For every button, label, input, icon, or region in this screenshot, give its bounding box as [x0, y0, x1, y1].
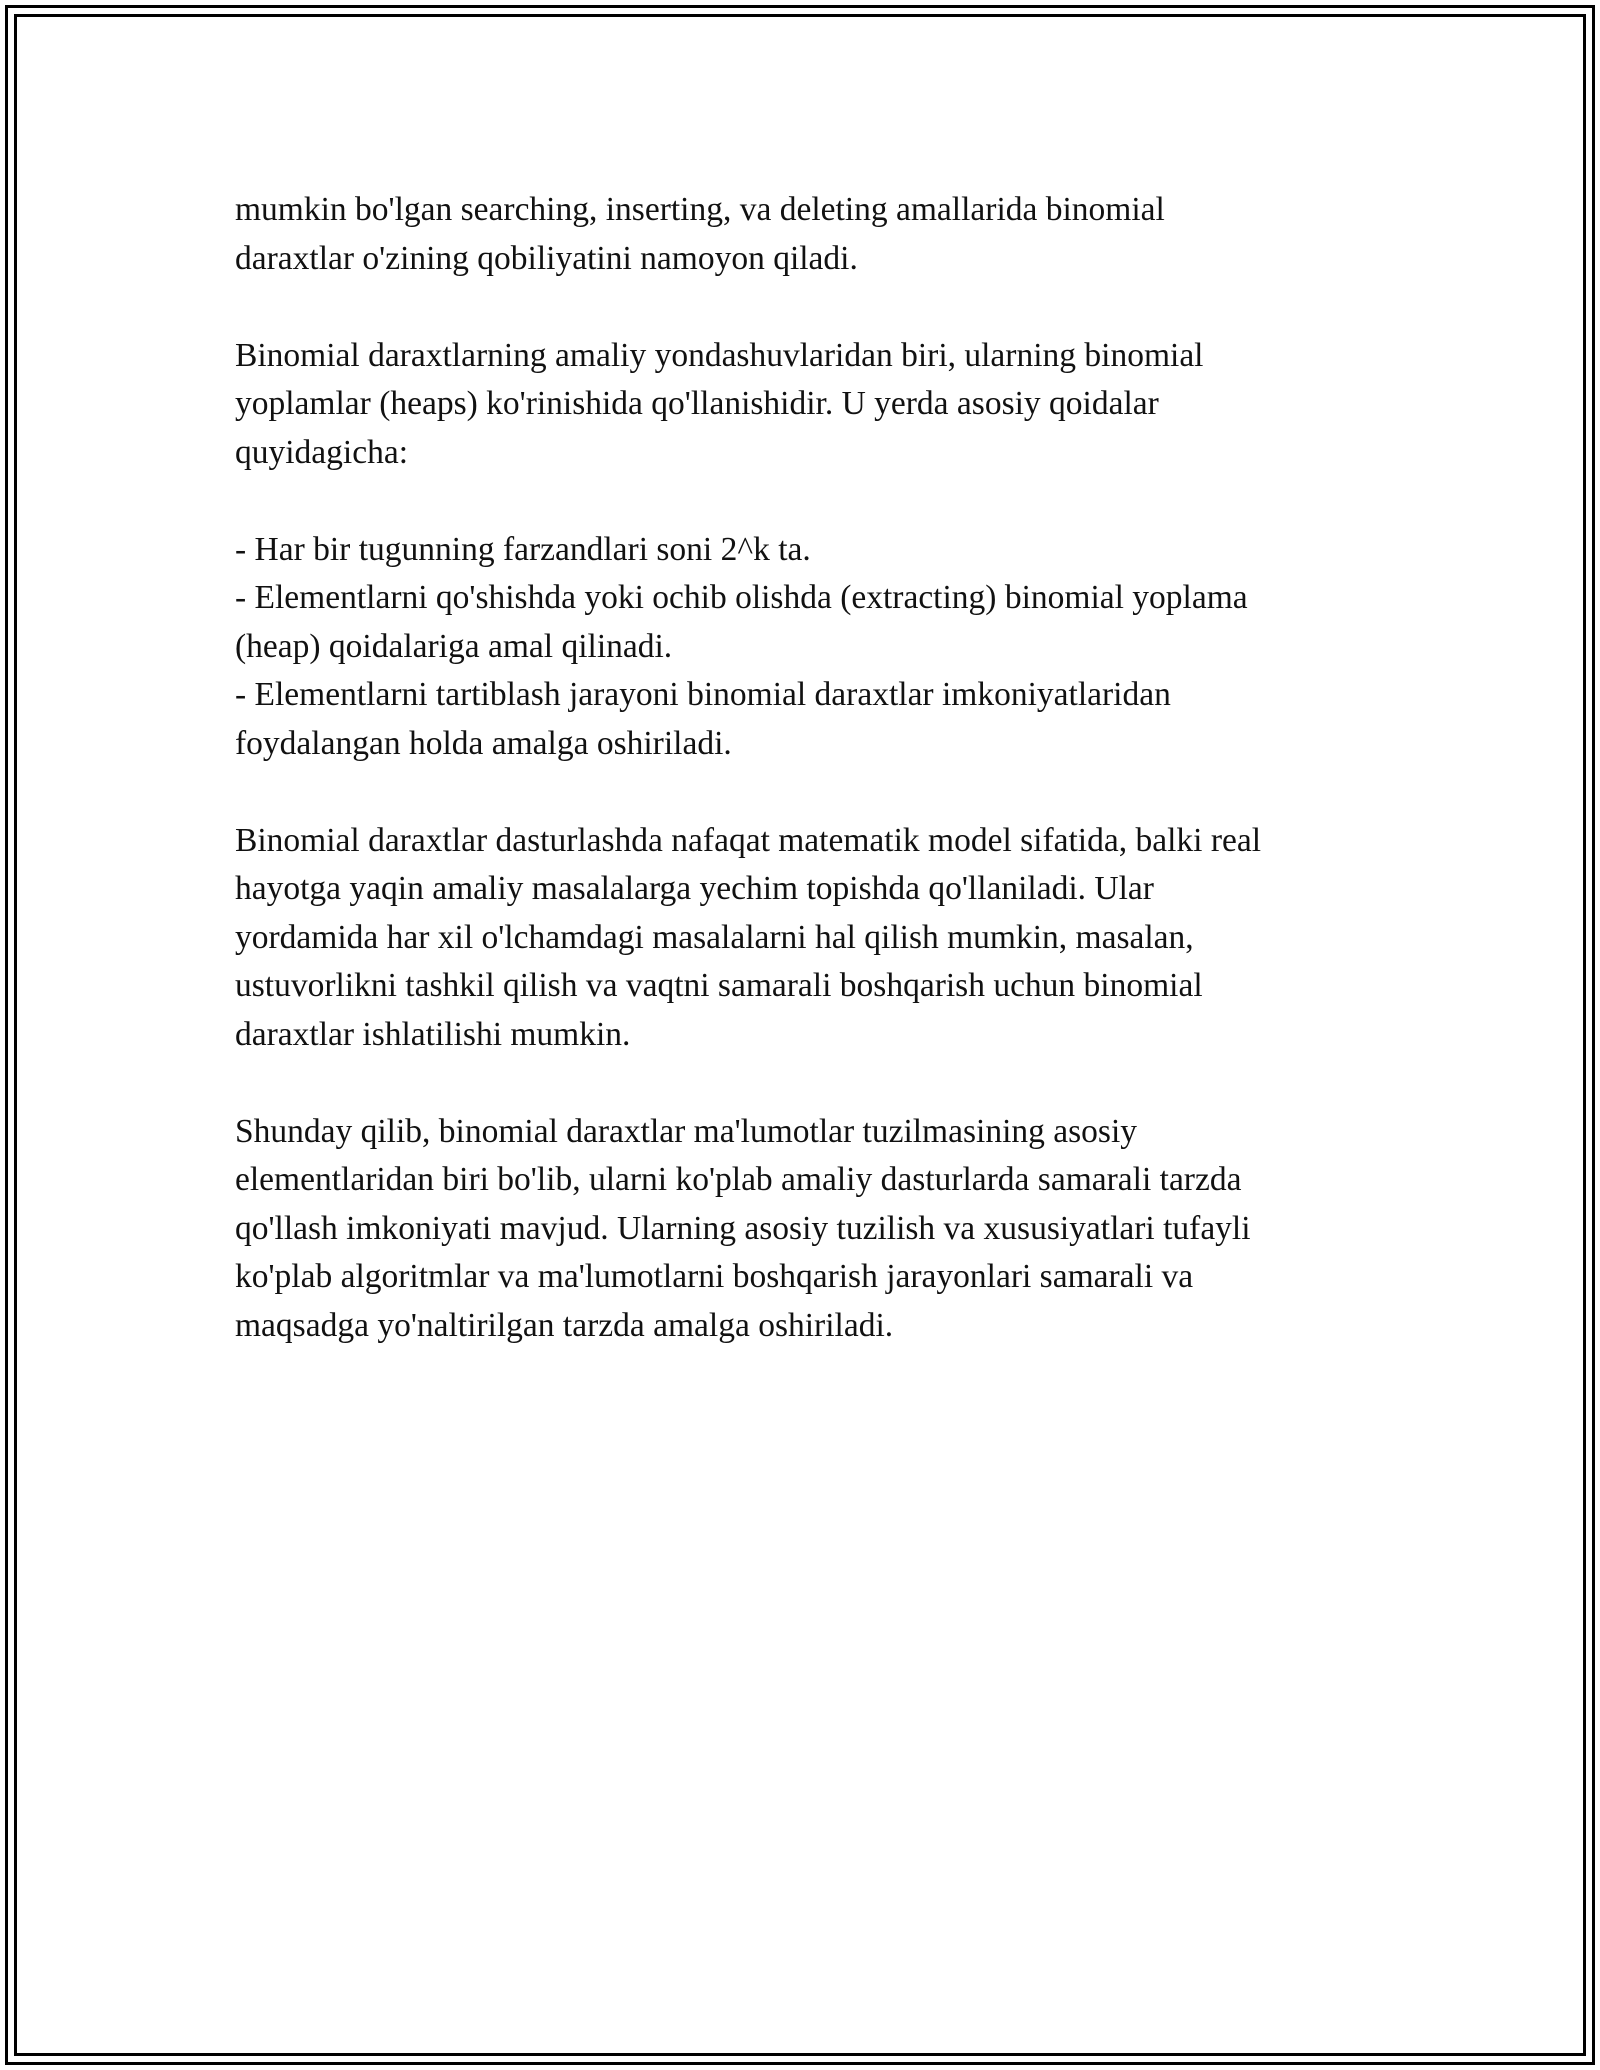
list-item-line: - Har bir tugunning farzandlari soni 2^k ta.	[235, 530, 811, 568]
paragraph-5	[235, 1108, 1365, 1351]
text-line: elementlaridan biri bo'lib, ularni ko'plab amaliy dasturlarda samarali tarzda	[235, 1161, 1242, 1198]
text-line: maqsadga yo'naltirilgan tarzda amalga oshiriladi.	[235, 1306, 894, 1344]
text-line: Binomial daraxtlar dasturlashda nafaqat matematik model sifatida, balki real	[235, 821, 1262, 859]
text-line: ustuvorlikni tashkil qilish va vaqtni samarali boshqarish uchun binomial	[235, 967, 1203, 1004]
text-line: Shunday qilib, binomial daraxtlar ma'lumotlar tuzilmasining asosiy	[235, 1112, 1138, 1150]
list-item-line: foydalangan holda amalga oshiriladi.	[235, 724, 732, 762]
list-item-line: (heap) qoidalariga amal qilinadi.	[235, 627, 673, 665]
document-body	[235, 186, 1365, 1399]
text-line: hayotga yaqin amaliy masalalarga yechim topishda qo'llaniladi. Ular	[235, 870, 1154, 907]
text-line: ko'plab algoritmlar va ma'lumotlarni boshqarish jarayonlari samarali va	[235, 1258, 1194, 1295]
text-line: daraxtlar ishlatilishi mumkin.	[235, 1015, 631, 1053]
paragraph-1	[235, 186, 1365, 283]
text-line: yoplamlar (heaps) ko'rinishida qo'llanishidir. U yerda asosiy qoidalar	[235, 385, 1159, 422]
text-line: Binomial daraxtlarning amaliy yondashuvlaridan biri, ularning binomial	[235, 336, 1204, 374]
paragraph-2	[235, 332, 1365, 478]
text-line: yordamida har xil o'lchamdagi masalalarni hal qilish mumkin, masalan,	[235, 918, 1194, 956]
text-line: daraxtlar o'zining qobiliyatini namoyon qiladi.	[235, 239, 858, 277]
text-line: mumkin bo'lgan searching, inserting, va deleting amallarida binomial	[235, 191, 1165, 228]
list-item-line: - Elementlarni tartiblash jarayoni binomial daraxtlar imkoniyatlaridan	[235, 676, 1171, 713]
paragraph-3-list	[235, 526, 1365, 769]
text-line: quyidagicha:	[235, 433, 409, 471]
paragraph-4	[235, 817, 1365, 1060]
text-line: qo'llash imkoniyati mavjud. Ularning asosiy tuzilish va xususiyatlari tufayli	[235, 1209, 1251, 1247]
list-item-line: - Elementlarni qo'shishda yoki ochib olishda (extracting) binomial yoplama	[235, 579, 1248, 616]
